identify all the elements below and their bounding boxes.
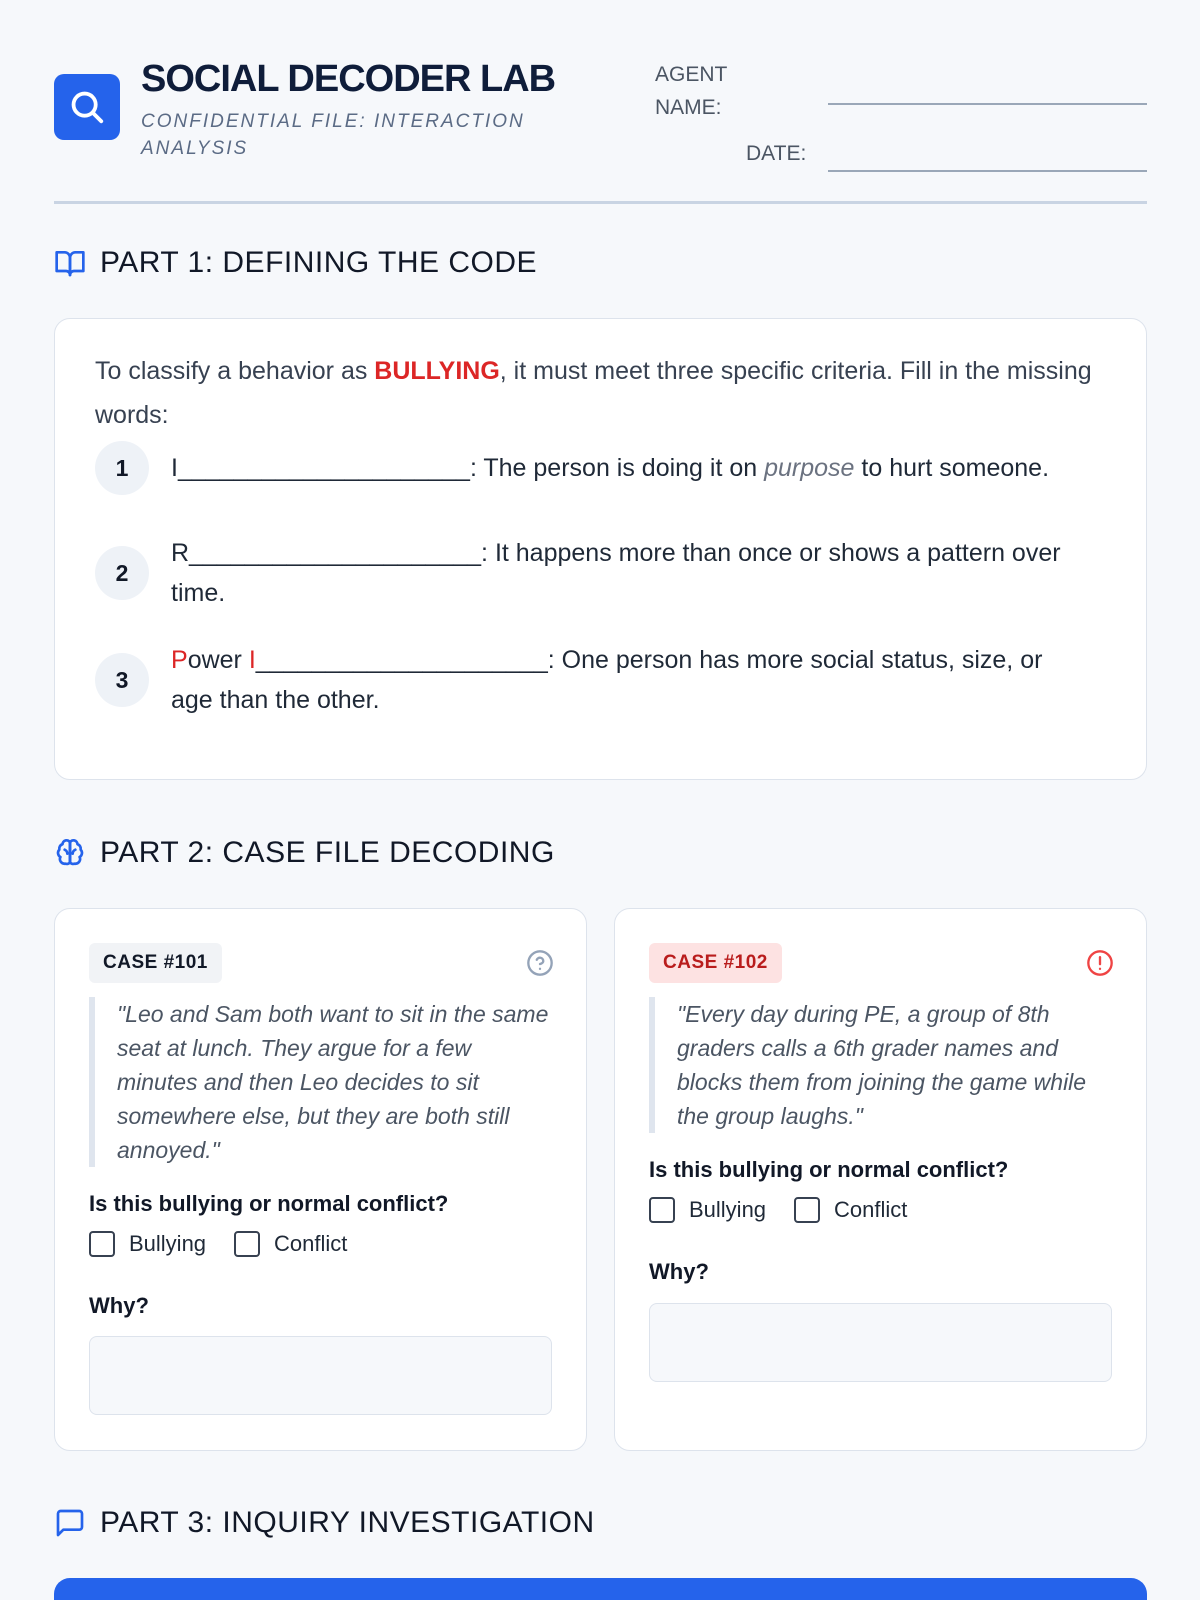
bullying-keyword: BULLYING bbox=[374, 357, 500, 385]
part3-banner bbox=[54, 1578, 1147, 1600]
page-header bbox=[54, 58, 1147, 204]
page-title: SOCIAL DECODER LAB bbox=[141, 58, 556, 100]
search-icon bbox=[54, 74, 120, 140]
agent-name-label: AGENT NAME: bbox=[655, 63, 727, 119]
criterion-2 bbox=[95, 533, 1115, 613]
criterion-text[interactable]: R_____________________: It happens more than once or shows a pattern over time. bbox=[171, 539, 1061, 607]
conflict-checkbox[interactable] bbox=[234, 1231, 260, 1257]
message-square-icon bbox=[54, 1507, 86, 1539]
bullying-option[interactable]: Bullying bbox=[89, 1231, 206, 1257]
why-answer-box[interactable] bbox=[89, 1336, 552, 1415]
part1-heading bbox=[54, 246, 537, 280]
case-options bbox=[649, 1197, 935, 1223]
bullying-checkbox[interactable] bbox=[649, 1197, 675, 1223]
criterion-3 bbox=[95, 640, 1115, 720]
criterion-1 bbox=[95, 441, 1115, 495]
brain-icon bbox=[54, 837, 86, 869]
why-answer-box[interactable] bbox=[649, 1303, 1112, 1382]
question-circle-icon bbox=[526, 949, 554, 977]
criterion-text[interactable]: I_____________________: The person is doing it on purpose to hurt someone. bbox=[171, 454, 1050, 482]
date-label: DATE: bbox=[746, 142, 807, 165]
case-card-102 bbox=[614, 908, 1147, 1451]
bullying-checkbox[interactable] bbox=[89, 1231, 115, 1257]
agent-name-field[interactable] bbox=[828, 103, 1147, 105]
alert-circle-icon bbox=[1086, 949, 1114, 977]
case-tag: CASE #102 bbox=[649, 943, 782, 983]
criterion-number: 2 bbox=[95, 546, 149, 600]
part1-heading-text: PART 1: DEFINING THE CODE bbox=[100, 246, 538, 279]
conflict-checkbox[interactable] bbox=[794, 1197, 820, 1223]
case-quote: "Leo and Sam both want to sit in the same seat at lunch. They argue for a few minutes and then Leo decides to sit somewhere else, but they are both still annoyed." bbox=[89, 997, 549, 1167]
date-field[interactable] bbox=[828, 170, 1147, 172]
book-open-icon bbox=[54, 247, 86, 279]
criterion-number: 3 bbox=[95, 653, 149, 707]
part3-heading-text: PART 3: INQUIRY INVESTIGATION bbox=[100, 1506, 595, 1539]
definition-card bbox=[54, 318, 1147, 780]
case-tag: CASE #101 bbox=[89, 943, 222, 983]
case-question: Is this bullying or normal conflict? bbox=[649, 1157, 1009, 1182]
conflict-option[interactable]: Conflict bbox=[234, 1231, 347, 1257]
part2-heading-text: PART 2: CASE FILE DECODING bbox=[100, 836, 555, 869]
criterion-text[interactable]: Power I_____________________: One person has more social status, size, or age than the other. bbox=[171, 646, 1043, 714]
why-label: Why? bbox=[89, 1293, 149, 1318]
criterion-number: 1 bbox=[95, 441, 149, 495]
case-card-101 bbox=[54, 908, 587, 1451]
why-label: Why? bbox=[649, 1259, 709, 1284]
part3-heading bbox=[54, 1506, 595, 1540]
bullying-option[interactable]: Bullying bbox=[649, 1197, 766, 1223]
case-options bbox=[89, 1231, 375, 1257]
part2-heading bbox=[54, 836, 555, 870]
conflict-option[interactable]: Conflict bbox=[794, 1197, 907, 1223]
case-quote: "Every day during PE, a group of 8th graders calls a 6th grader names and blocks them from joining the game while the group laughs." bbox=[649, 997, 1109, 1133]
page-subtitle: CONFIDENTIAL FILE: INTERACTION ANALYSIS bbox=[141, 111, 525, 159]
definition-intro: To classify a behavior as BULLYING, it must meet three specific criteria. Fill in the missing words: bbox=[95, 357, 1092, 429]
case-question: Is this bullying or normal conflict? bbox=[89, 1191, 449, 1216]
